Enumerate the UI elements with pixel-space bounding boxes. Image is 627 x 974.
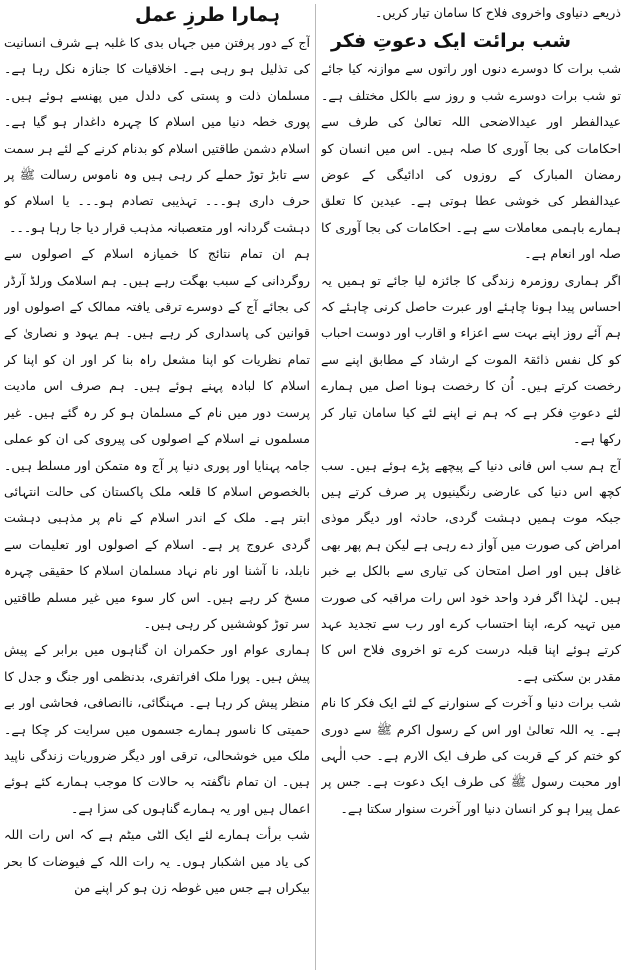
paragraph: ہم ان تمام نتائج کا خمیازہ اسلام کے اصولوں سے روگردانی کے سبب بھگت رہے ہیں۔ ہم اسلامک ورلڈ آرڈر کی بجائے آج کے دوسرے ترقی یافتہ ممالک کے اصولوں اور قوانین کی پاسداری کر رہے ہیں۔ ہم یہود و نصاریٰ کے تمام نظریات کو اپنا مشعل راہ بنا کر اور ان کو اپنا کر اسلام کا لبادہ پہنے ہوئے ہیں۔ ہم صرف اس مادیت پرست دور میں نام کے مسلمان ہو کر رہ گئے ہیں۔ غیر مسلموں نے اسلام کے اصولوں کی پیروی کی ان کو عملی جامہ پہنایا اور پوری دنیا پر آج وہ متمکن اور مسلط ہیں۔ بالخصوص اسلام کا قلعہ ملک پاکستان کی حالت انتہائی ابتر ہے۔ ملک کے اندر اسلام کے نام پر مذہبی دہشت گردی عروج پر ہے۔ اسلام کے اصولوں اور تعلیمات سے نابلد، نا آشنا اور نام نہاد مسلمان اسلام کا حقیقی چہرہ مسخ کر رہے ہیں۔ اس کار سوء میں غیر مسلم طاقتیں سر توڑ کوششیں کر رہی ہیں۔ — [4, 246, 310, 631]
paragraph: آج ہم سب اس فانی دنیا کے پیچھے پڑے ہوئے ہیں۔ سب کچھ اس دنیا کی عارضی رنگینیوں پر صرف کرتے ہیں جبکہ موت ہمیں دہشت گردی، حادثہ اور دیگر موذی امراض کی صورت میں آواز دے رہی ہے لیکن ہم پھر بھی غافل ہیں اور اصل امتحان کی تیاری سے بالکل بے خبر ہیں۔ لہٰذا اگر فرد واحد خود اس رات مراقبہ کی صورت میں تہیہ کرے، اپنا احتساب کرے اور رب سے تجدید عہد کرتے ہوئے اپنا قبلہ درست کرے تو اخروی فلاح اس کا مقدر بن سکتی ہے۔ — [321, 457, 621, 684]
article-title-shab-e-barat: شب برائت ایک دعوتِ فکر — [330, 30, 572, 53]
paragraph: شب برات کا دوسرے دنوں اور راتوں سے موازنہ کیا جائے تو شب برات دوسرے شب و روز سے بالکل مختلف ہے۔ عیدالفطر اور عیدالاضحی اللہ تعالیٰ کی طرف سے احکامات کی بجا آوری کا صلہ ہیں۔ اس میں انسان کو رمضان المبارک کے روزوں کی ادائیگی کے عوض عیدالفطر کی خوشی عطا ہوتی ہے۔ عیدین کا تعلق ہمارے باہمی معاملات سے ہے۔ احکامات کی بجا آوری کا صلہ اور انعام ہے۔ — [321, 61, 621, 262]
right-column — [321, 0, 621, 974]
paragraph: اگر ہماری روزمرہ زندگی کا جائزہ لیا جائے تو ہمیں یہ احساس پیدا ہونا چاہئے اور عبرت حاصل کرنی چاہئے کہ ہم آئے روز اپنے بہت سے اعزاء و اقارب اور دوست احباب کو کل نفس ذائقۃ الموت کے ارشاد کے مطابق اپنے سے رخصت کرتے ہیں۔ اُن کا رخصت ہونا اصل میں ہمارے لئے دعوتِ فکر ہے کہ ہم نے اپنے لئے کیا سامان تیار کر رکھا ہے۔ — [321, 272, 621, 447]
column-divider — [315, 4, 316, 970]
left-column — [4, 0, 310, 974]
section-title-our-conduct: ہمارا طرزِ عمل — [134, 4, 280, 26]
paragraph: شب برأت ہمارے لئے ایک الٹی میٹم ہے کہ اس رات اللہ کی یاد میں اشکبار ہوں۔ یہ رات اللہ کے فیوضات کا بحر بیکراں ہے جس میں غوطہ زن ہو کر اپنے من — [4, 827, 310, 895]
paragraph: ہماری عوام اور حکمران ان گناہوں میں برابر کے پیش پیش ہیں۔ پورا ملک افراتفری، بدنظمی اور جنگ و جدل کا منظر پیش کر رہا ہے۔ مہنگائی، ناانصافی، فحاشی اور بے حمیتی کا ناسور ہمارے جسموں میں سرایت کر چکا ہے۔ ملک میں خوشحالی، ترقی اور دیگر ضروریات زندگی ناپید ہیں۔ ان تمام ناگفتہ بہ حالات کا موجب ہمارے کئے ہوئے اعمال ہیں اور یہ ہمارے گناہوں کی سزا ہے۔ — [4, 642, 310, 816]
carryover-line: ذریعے دنیاوی واخروی فلاح کا سامان تیار کریں۔ — [375, 5, 621, 20]
paragraph: آج کے دور پرفتن میں جہاں بدی کا غلبہ ہے شرف انسانیت کی تذلیل ہو رہی ہے۔ اخلاقیات کا جنازہ نکل رہا ہے۔ مسلمان ذلت و پستی کی دلدل میں پھنسے ہوئے ہیں۔ پوری خطہ دنیا میں اسلام کا چہرہ داغدار ہو گیا ہے۔ اسلام دشمن طاقتیں اسلام کو بدنام کرنے کے لئے ہر سمت سے تابڑ توڑ حملے کر رہی ہیں وہ ناموس رسالت ﷺ پر حرف داری ہو۔۔۔ تہذیبی تصادم ہو۔۔۔ یا اسلام کو دہشت گردانہ اور متعصبانہ مذہب قرار دیا جا رہا ہو۔۔۔ — [4, 35, 310, 235]
paragraph: شب برات دنیا و آخرت کے سنوارنے کے لئے ایک فکر کا نام ہے۔ یہ اللہ تعالیٰ اور اس کے رسول اکرم ﷺ سے دوری کو ختم کر کے قربت کی طرف ایک الارم ہے۔ حب الٰہی اور محبت رسول ﷺ کی طرف ایک دعوت ہے۔ جس پر عمل پیرا ہو کر انسان دنیا اور آخرت سنوار سکتا ہے۔ — [321, 695, 621, 816]
